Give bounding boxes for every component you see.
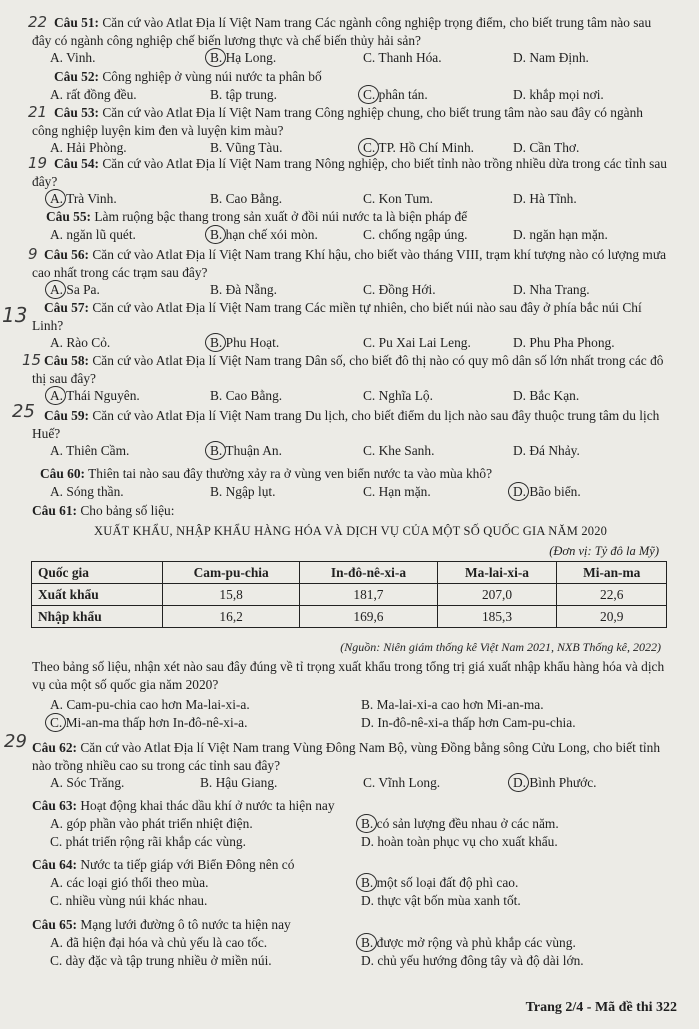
option-d[interactable]: D. Nam Định. [513, 50, 589, 66]
option-a[interactable]: A. Trà Vinh. [50, 190, 117, 208]
question-text: Làm ruộng bậc thang trong sản xuất ở đồi núi nước ta là biện pháp để [94, 209, 468, 224]
option-a[interactable]: A. Rào Cỏ. [50, 335, 111, 351]
handwritten-score: 15 [22, 351, 42, 369]
question-label: Câu 58: [44, 353, 90, 368]
option-c[interactable]: C. Mi-an-ma thấp hơn In-đô-nê-xi-a. [50, 714, 247, 732]
option-a[interactable]: A. góp phần vào phát triển nhiệt điện. [50, 815, 253, 831]
question-label: Câu 62: [32, 740, 78, 755]
question-text: Nước ta tiếp giáp với Biển Đông nên có [80, 857, 295, 872]
option-c[interactable]: C. Khe Sanh. [363, 443, 435, 459]
option-d[interactable]: D. Nha Trang. [513, 282, 590, 298]
question-text: Hoạt động khai thác dầu khí ở nước ta hiện nay [80, 798, 335, 813]
question-label: Câu 61: [32, 503, 78, 518]
option-c[interactable]: C. Thanh Hóa. [363, 50, 442, 66]
question-label: Câu 56: [44, 247, 90, 262]
option-d[interactable]: D. Hà Tĩnh. [513, 191, 577, 207]
question-text: Căn cứ vào Atlat Địa lí Việt Nam trang Nông nghiệp, cho biết tỉnh nào trồng nhiều dừa trong các tỉnh sau đây? [32, 156, 667, 189]
options [32, 86, 668, 104]
option-a[interactable]: A. Sóc Trăng. [50, 775, 125, 791]
option-d[interactable]: D. chủ yếu hướng đông tây và độ dài lớn. [361, 952, 584, 968]
answer-circle [356, 933, 377, 952]
handwritten-score: 13 [2, 303, 28, 327]
table-cell: 185,3 [437, 606, 557, 628]
option-b[interactable]: B. được mở rộng và phủ khắp các vùng. [361, 934, 576, 952]
options [32, 334, 668, 352]
question-text: Mạng lưới đường ô tô nước ta hiện nay [80, 917, 291, 932]
option-a[interactable]: A. Vinh. [50, 50, 96, 66]
option-d[interactable]: D. Phu Pha Phong. [513, 335, 615, 351]
question-58 [22, 351, 668, 405]
question-label: Câu 51: [54, 15, 100, 30]
table-cell: 207,0 [437, 584, 557, 606]
option-b[interactable]: B. Cao Bằng. [210, 191, 283, 207]
table-header: Ma-lai-xi-a [437, 562, 557, 584]
option-d[interactable]: D. ngăn hạn mặn. [513, 226, 608, 242]
question-label: Câu 55: [46, 209, 92, 224]
option-a[interactable]: A. Sóng thần. [50, 483, 124, 499]
question-59 [12, 401, 668, 460]
option-d[interactable]: D. Bão biển. [513, 483, 581, 501]
table-title: XUẤT KHẨU, NHẬP KHẨU HÀNG HÓA VÀ DỊCH VỤ CỦA MỘT SỐ QUỐC GIA NĂM 2020 [94, 524, 608, 538]
table-cell: Xuất khẩu [32, 584, 163, 606]
options [32, 483, 668, 501]
table-cell: 181,7 [300, 584, 437, 606]
table-row [32, 606, 667, 628]
option-b[interactable]: B. Cao Bằng. [210, 388, 283, 404]
options [32, 892, 668, 910]
table-cell: 16,2 [163, 606, 300, 628]
table-row [32, 584, 667, 606]
option-a[interactable]: A. ngăn lũ quét. [50, 226, 136, 242]
options [32, 442, 668, 460]
option-b[interactable]: B. Hạ Long. [210, 49, 276, 67]
question-label: Câu 63: [32, 798, 78, 813]
option-a[interactable]: A. Thái Nguyên. [50, 387, 140, 405]
option-d[interactable]: D. Cần Thơ. [513, 140, 580, 156]
question-57 [2, 299, 668, 352]
option-d[interactable]: D. In-đô-nê-xi-a thấp hơn Cam-pu-chia. [361, 715, 576, 731]
option-a[interactable]: A. đã hiện đại hóa và chủ yếu là cao tốc. [50, 934, 268, 950]
question-64 [32, 856, 668, 910]
answer-circle [508, 482, 529, 501]
question-text: Theo bảng số liệu, nhận xét nào sau đây đúng về tỉ trọng xuất khẩu trong tổng trị giá xuất nhập khẩu hàng hóa và dịch vụ của một số quốc gia năm 2020? [32, 659, 665, 692]
question-65 [32, 916, 668, 970]
table-cell: 169,6 [300, 606, 437, 628]
option-a[interactable]: A. Sa Pa. [50, 281, 100, 299]
option-b[interactable]: B. một số loại đất độ phì cao. [361, 874, 518, 892]
data-table [31, 561, 667, 628]
option-c[interactable]: C. TP. Hồ Chí Minh. [363, 139, 474, 157]
question-text: Căn cứ vào Atlat Địa lí Việt Nam trang Các ngành công nghiệp trọng điểm, cho biết trung tâm nào sau đây có ngành công nghiệp chế biến lương thực và chế biến thủy hải sản? [32, 15, 652, 48]
option-a[interactable]: A. Cam-pu-chia cao hơn Ma-lai-xi-a. [50, 697, 250, 713]
question-label: Câu 52: [54, 69, 100, 84]
options [32, 934, 668, 952]
handwritten-score: 25 [12, 401, 35, 422]
question-text: Căn cứ vào Atlat Địa lí Việt Nam trang Dân số, cho biết đô thị nào có quy mô dân số lớn nhất trong các đô thị sau đây? [32, 353, 664, 386]
option-b[interactable]: B. Ngập lụt. [210, 483, 276, 499]
question-61-prompt [32, 658, 668, 732]
table-cell: 22,6 [557, 584, 667, 606]
question-56 [28, 245, 668, 299]
option-c[interactable]: C. Pu Xai Lai Leng. [363, 335, 471, 351]
table-source: (Nguồn: Niên giám thống kê Việt Nam 2021, NXB Thống kê, 2022) [340, 640, 661, 654]
table-cell: Nhập khẩu [32, 606, 163, 628]
options [32, 774, 668, 792]
question-text: Cho bảng số liệu: [80, 503, 175, 518]
handwritten-score: 22 [28, 13, 48, 31]
answer-circle [356, 814, 377, 833]
option-d[interactable]: D. Bắc Kạn. [513, 388, 580, 404]
answer-circle [205, 225, 226, 244]
option-d[interactable]: D. thực vật bốn mùa xanh tốt. [361, 892, 521, 908]
option-c[interactable]: C. phát triển rộng rãi khắp các vùng. [50, 833, 246, 849]
option-b[interactable]: B. Đà Nẵng. [210, 282, 277, 298]
option-c[interactable]: C. phân tán. [363, 86, 428, 104]
option-c[interactable]: C. dày đặc và tập trung nhiều ở miền núi. [50, 952, 272, 968]
option-a[interactable]: A. rất đồng đều. [50, 86, 137, 102]
option-c[interactable]: C. Hạn mặn. [363, 483, 431, 499]
options [32, 874, 668, 892]
option-d[interactable]: D. hoàn toàn phục vụ cho xuất khẩu. [361, 833, 558, 849]
page-footer: Trang 2/4 - Mã đề thi 322 [525, 1000, 677, 1015]
option-b[interactable]: B. Hậu Giang. [200, 775, 278, 791]
question-text: Công nghiệp ở vùng núi nước ta phân bố [102, 69, 322, 84]
table-cell: 20,9 [557, 606, 667, 628]
option-b[interactable]: B. Vũng Tàu. [210, 140, 283, 156]
question-54 [28, 154, 668, 208]
handwritten-score: 21 [28, 103, 48, 121]
question-label: Câu 57: [44, 300, 90, 315]
options [32, 226, 668, 244]
option-c[interactable]: C. chống ngập úng. [363, 226, 468, 242]
question-text: Căn cứ vào Atlat Địa lí Việt Nam trang Các miền tự nhiên, cho biết núi nào sau đây ở phía bắc núi Chí Linh? [32, 300, 642, 333]
option-a[interactable]: A. các loại gió thổi theo mùa. [50, 874, 209, 890]
table-header: In-đô-nê-xi-a [300, 562, 437, 584]
question-label: Câu 53: [54, 105, 100, 120]
question-60 [32, 465, 668, 501]
table-cell: 15,8 [163, 584, 300, 606]
option-a[interactable]: A. Hải Phòng. [50, 140, 127, 156]
option-d[interactable]: D. Bình Phước. [513, 774, 597, 792]
option-c[interactable]: C. Đồng Hới. [363, 282, 436, 298]
question-text: Thiên tai nào sau đây thường xảy ra ở vùng ven biển nước ta vào mùa khô? [88, 466, 493, 481]
options [32, 281, 668, 299]
options [32, 815, 668, 833]
question-62 [4, 731, 668, 792]
table-unit: (Đơn vị: Tỷ đô la Mỹ) [549, 544, 659, 558]
question-label: Câu 60: [40, 466, 86, 481]
answer-circle [358, 85, 379, 104]
options [32, 952, 668, 970]
option-d[interactable]: D. Đá Nhảy. [513, 443, 580, 459]
options [32, 49, 668, 67]
option-b[interactable]: B. Thuận An. [210, 442, 282, 460]
question-55 [32, 208, 668, 244]
table-header: Quốc gia [32, 562, 163, 584]
question-label: Câu 64: [32, 857, 78, 872]
answer-circle [356, 873, 377, 892]
option-b[interactable]: B. tập trung. [210, 86, 277, 102]
options [32, 387, 668, 405]
option-b[interactable]: B. có sản lượng đều nhau ở các năm. [361, 815, 559, 833]
question-51 [28, 13, 668, 67]
option-c[interactable]: C. nhiều vùng núi khác nhau. [50, 892, 208, 908]
question-label: Câu 59: [44, 408, 90, 423]
option-b[interactable]: B. Phu Hoạt. [210, 334, 279, 352]
options [32, 696, 668, 714]
table-header-row [32, 562, 667, 584]
table-header: Mi-an-ma [557, 562, 667, 584]
option-b[interactable]: B. Ma-lai-xi-a cao hơn Mi-an-ma. [361, 697, 544, 713]
question-63 [32, 797, 668, 851]
question-53 [28, 103, 668, 157]
question-text: Căn cứ vào Atlat Địa lí Việt Nam trang Du lịch, cho biết điểm du lịch nào sau đây thuộc trung tâm du lịch Huế? [32, 408, 660, 441]
handwritten-score: 19 [28, 154, 48, 172]
question-label: Câu 54: [54, 156, 100, 171]
question-text: Căn cứ vào Atlat Địa lí Việt Nam trang Vùng Đông Nam Bộ, vùng Đồng bằng sông Cửu Long, cho biết tỉnh nào trồng nhiều cao su trong các tỉnh sau đây? [32, 740, 661, 773]
question-text: Căn cứ vào Atlat Địa lí Việt Nam trang Khí hậu, cho biết vào tháng VIII, trạm khí tượng nào có lượng mưa cao nhất trong các trạm sau đây? [32, 247, 667, 280]
question-61 [32, 502, 668, 520]
options [32, 190, 668, 208]
option-c[interactable]: C. Nghĩa Lộ. [363, 388, 433, 404]
option-a[interactable]: A. Thiên Cầm. [50, 443, 130, 459]
option-c[interactable]: C. Vĩnh Long. [363, 775, 441, 791]
question-52 [32, 68, 668, 104]
question-label: Câu 65: [32, 917, 78, 932]
options [32, 833, 668, 851]
table-header: Cam-pu-chia [163, 562, 300, 584]
handwritten-score: 29 [4, 731, 27, 752]
option-c[interactable]: C. Kon Tum. [363, 191, 433, 207]
option-b[interactable]: B. hạn chế xói mòn. [210, 226, 318, 244]
option-d[interactable]: D. khắp mọi nơi. [513, 86, 604, 102]
question-text: Căn cứ vào Atlat Địa lí Việt Nam trang Công nghiệp chung, cho biết trung tâm nào sau đây có ngành công nghiệp luyện kim đen và luyện kim màu? [32, 105, 643, 138]
handwritten-score: 9 [28, 245, 38, 263]
options [32, 714, 668, 732]
